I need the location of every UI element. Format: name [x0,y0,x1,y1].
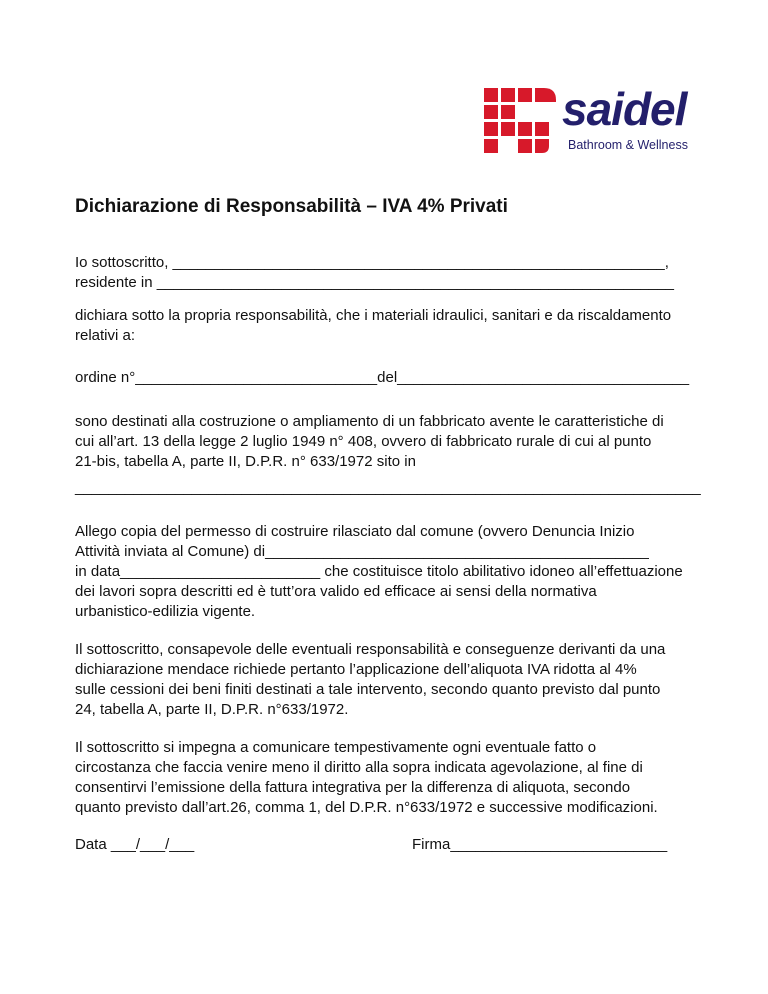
order-block [75,368,700,388]
saidel-logo-mark-icon [482,86,562,162]
vat-line-2: dichiarazione mendace richiede pertanto l’applicazione dell’aliquota IVA ridotta al 4% [75,661,637,678]
commitment-line-2: circostanza che faccia venire meno il diritto alla sopra indicata agevolazione, al fine di [75,759,643,776]
date-field [75,835,194,855]
vat-line-4: 24, tabella A, parte II, D.P.R. n°633/1972. [75,701,349,718]
commitment-block [75,738,700,818]
order-line: ordine n°_____________________________del___________________________________ [75,369,690,386]
declarant-block [75,253,700,293]
permit-line-2: Attività inviata al Comune) di______________________________________________ [75,543,649,560]
purpose-line-3: 21-bis, tabella A, parte II, D.P.R. n° 633/1972 sito in [75,453,416,470]
declarant-name-line: Io sottoscritto, ___________________________________________________________, [75,254,669,271]
date-label: Data ___/___/___ [75,836,195,853]
logo-brand-name: saidel [562,83,687,135]
permit-line-5: urbanistico-edilizia vigente. [75,603,256,620]
commitment-line-1: Il sottoscritto si impegna a comunicare tempestivamente ogni eventuale fatto o [75,739,597,756]
permit-line-3: in data________________________ che costituisce titolo abilitativo idoneo all’effettuazione [75,563,683,580]
commitment-line-4: quanto previsto dall’art.26, comma 1, del D.P.R. n°633/1972 e successive modificazioni. [75,799,658,816]
address-line: ___________________________________________________________________________ [75,479,701,496]
saidel-logo [482,83,692,162]
permit-block [75,522,700,622]
permit-line-1: Allego copia del permesso di costruire rilasciato dal comune (ovvero Denuncia Inizio [75,523,635,540]
residence-line: residente in ______________________________________________________________ [75,274,674,291]
declaration-intro [75,306,700,346]
document-title: Dichiarazione di Responsabilità – IVA 4% Privati [75,196,508,217]
building-purpose-block [75,412,700,472]
permit-line-4: dei lavori sopra descritti ed è tutt’ora valido ed efficace ai sensi della normativa [75,583,597,600]
commitment-line-3: consentirvi l’emissione della fattura integrativa per la differenza di aliquota, secondo [75,779,631,796]
vat-request-block [75,640,700,720]
purpose-line-1: sono destinati alla costruzione o ampliamento di un fabbricato avente le caratteristiche di [75,413,664,430]
intro-line-2: relativi a: [75,327,136,344]
address-block [75,478,700,498]
intro-line-1: dichiara sotto la propria responsabilità, che i materiali idraulici, sanitari e da riscaldamento [75,307,672,324]
vat-line-3: sulle cessioni dei beni finiti destinati a tale intervento, secondo quanto previsto dal punto [75,681,661,698]
purpose-line-2: cui all’art. 13 della legge 2 luglio 1949 n° 408, ovvero di fabbricato rurale di cui al punto [75,433,652,450]
logo-tagline: Bathroom & Wellness [568,138,688,152]
signature-label: Firma__________________________ [412,836,668,853]
vat-line-1: Il sottoscritto, consapevole delle eventuali responsabilità e conseguenze derivanti da una [75,641,666,658]
signature-field [412,835,667,855]
